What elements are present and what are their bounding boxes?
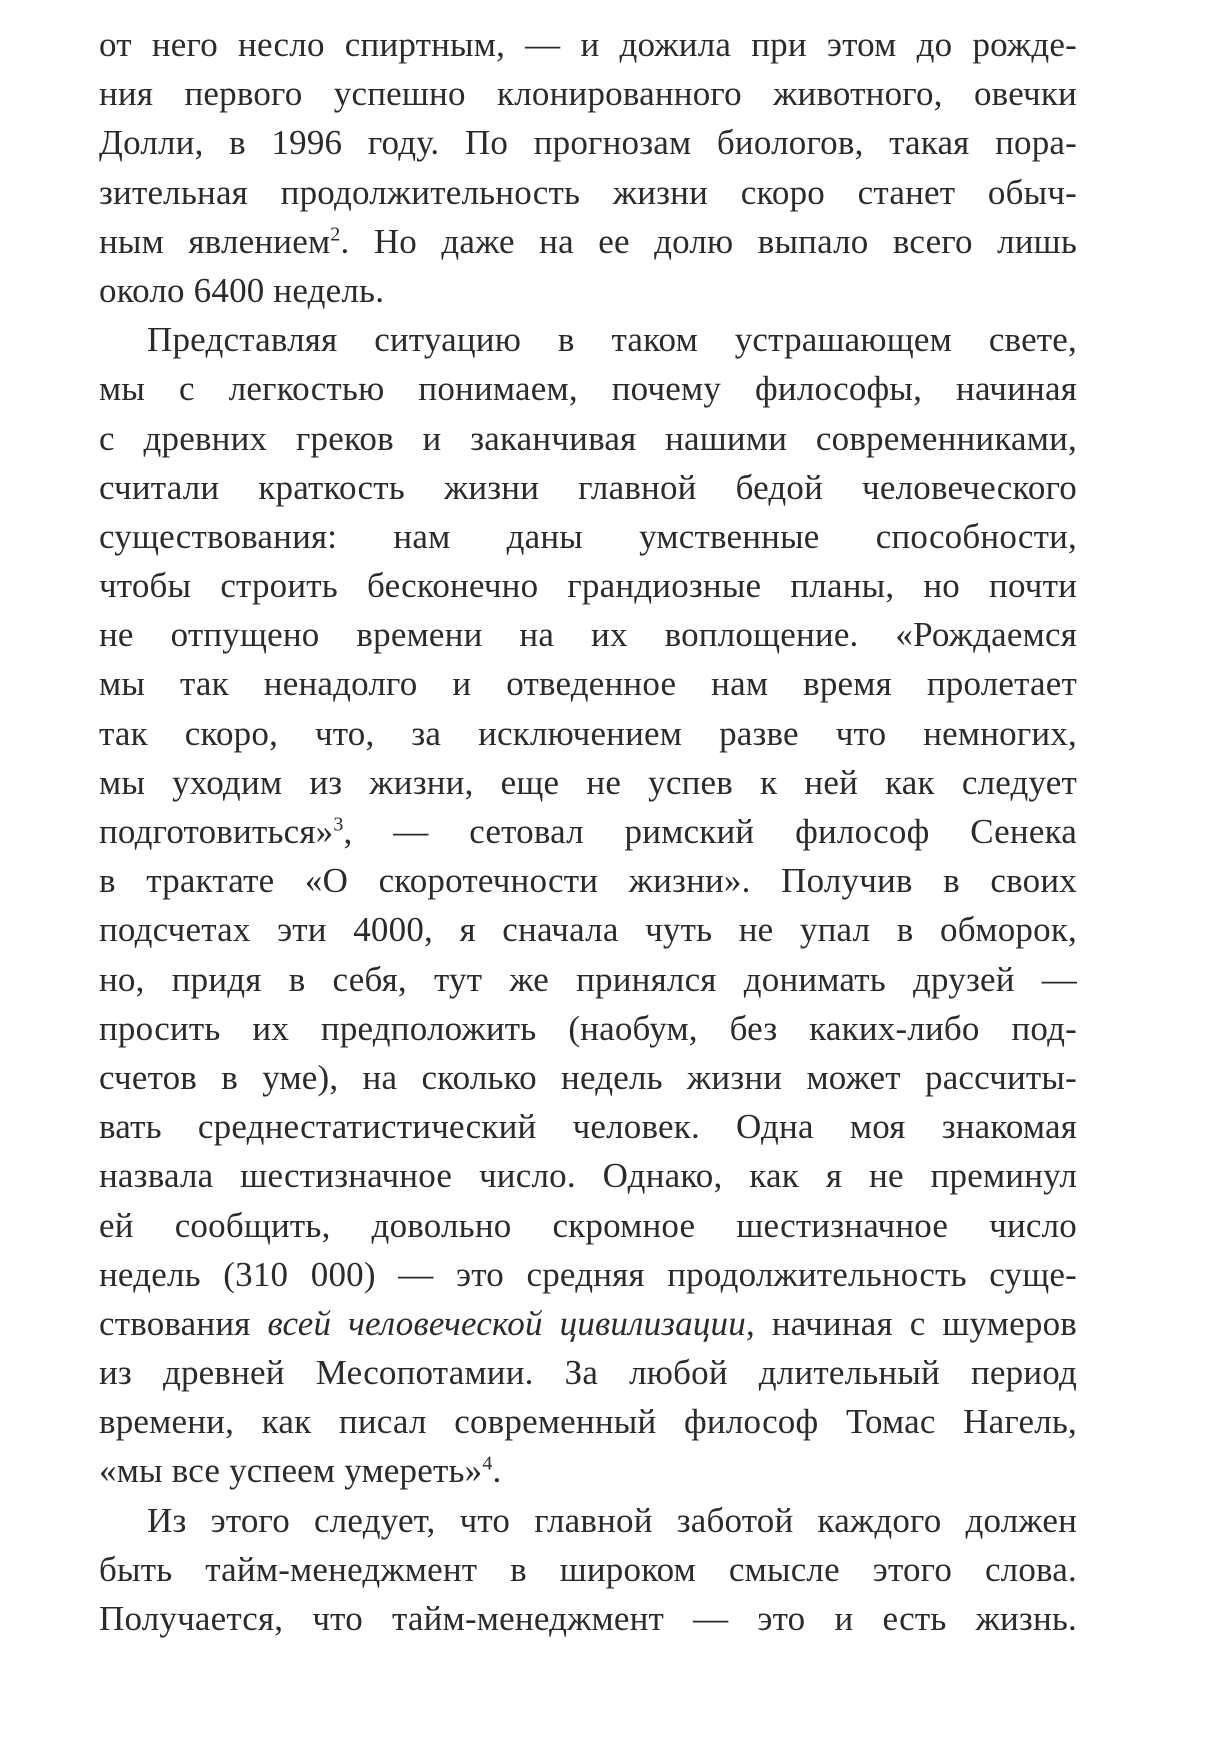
text-segment: просить их предположить (наобум, без каких-либо под-: [99, 1008, 1077, 1048]
text-line: [99, 1151, 1077, 1200]
text-line: [99, 20, 1077, 69]
text-line: [99, 1299, 1077, 1348]
text-segment: , — сетовал римский философ Сенека: [343, 812, 1077, 851]
text-segment: Получается, что тайм-менеджмент — это и есть жизнь.: [99, 1599, 1077, 1638]
text-line: [99, 1496, 1077, 1545]
text-line: [99, 1201, 1077, 1250]
text-line: [99, 955, 1077, 1004]
footnote-marker: 3: [333, 813, 344, 836]
text-segment: около 6400 недель.: [99, 270, 385, 310]
text-line: [99, 1545, 1077, 1594]
text-line: [99, 1004, 1077, 1053]
text-segment: с древних греков и заканчивая нашими современниками,: [99, 418, 1077, 458]
text-segment: подготовиться»: [99, 812, 334, 851]
body-text: [99, 20, 1077, 1643]
text-segment: Представляя ситуацию в таком устрашающем свете,: [147, 320, 1077, 360]
text-segment: подсчетах эти 4000, я сначала чуть не упал в обморок,: [99, 910, 1077, 950]
text-segment: . Но даже на ее долю выпало всего лишь: [340, 221, 1077, 261]
text-line: [99, 1594, 1077, 1643]
text-segment: ния первого успешно клонированного животного, овечки: [99, 74, 1077, 114]
italic-emphasis: всей человеческой цивилизации: [267, 1303, 746, 1343]
text-segment: но, придя в себя, тут же принялся донимать друзей —: [99, 959, 1077, 999]
text-line: [99, 69, 1077, 118]
text-line: [99, 610, 1077, 659]
text-line: [99, 758, 1077, 807]
text-segment: мы так ненадолго и отведенное нам время пролетает: [99, 664, 1077, 704]
text-line: [99, 512, 1077, 561]
text-line: [99, 1053, 1077, 1102]
text-segment: в трактате «О скоротечности жизни». Получив в своих: [99, 861, 1077, 901]
text-line: [99, 414, 1077, 463]
text-segment: ным явлением: [99, 221, 331, 261]
text-line: [99, 1102, 1077, 1151]
text-segment: не отпущено времени на их воплощение. «Рождаемся: [99, 615, 1077, 655]
text-segment: .: [492, 1451, 502, 1491]
text-line: [99, 659, 1077, 708]
text-line: [99, 856, 1077, 905]
text-segment: недель (310 000) — это средняя продолжительность суще-: [99, 1254, 1077, 1294]
text-segment: «мы все успеем умереть»: [99, 1451, 483, 1491]
text-line: [99, 463, 1077, 512]
text-segment: ствования: [99, 1303, 268, 1343]
text-segment: так скоро, что, за исключением разве что немногих,: [99, 713, 1077, 753]
text-line: [99, 1397, 1077, 1446]
text-segment: считали краткость жизни главной бедой человеческого: [99, 467, 1077, 507]
text-segment: вать среднестатистический человек. Одна моя знакомая: [99, 1107, 1077, 1147]
text-segment: зительная продолжительность жизни скоро станет обыч-: [99, 172, 1077, 212]
text-segment: Из этого следует, что главной заботой каждого должен: [147, 1500, 1077, 1540]
text-line: [99, 807, 1077, 856]
text-line: [99, 709, 1077, 758]
text-line: [99, 561, 1077, 610]
text-segment: ей сообщить, довольно скромное шестизначное число: [99, 1205, 1077, 1245]
text-segment: мы уходим из жизни, еще не успев к ней как следует: [99, 762, 1077, 802]
text-segment: Долли, в 1996 году. По прогнозам биологов, такая пора-: [99, 123, 1077, 163]
text-segment: от него несло спиртным, — и дожила при этом до рожде-: [99, 25, 1077, 64]
text-line: [99, 168, 1077, 217]
text-segment: мы с легкостью понимаем, почему философы, начиная: [99, 369, 1077, 409]
footnote-marker: 4: [482, 1452, 493, 1475]
text-line: [99, 1446, 1077, 1495]
text-line: [99, 217, 1077, 266]
text-segment: , начиная с шумеров: [745, 1303, 1078, 1343]
text-line: [99, 118, 1077, 167]
text-line: [99, 266, 1077, 315]
text-segment: существования: нам даны умственные способности,: [99, 516, 1077, 556]
text-segment: времени, как писал современный философ Томас Нагель,: [99, 1402, 1077, 1442]
text-line: [99, 905, 1077, 954]
text-segment: назвала шестизначное число. Однако, как я не преминул: [99, 1156, 1077, 1196]
footnote-marker: 2: [330, 223, 341, 246]
text-segment: счетов в уме), на сколько недель жизни может рассчиты-: [99, 1057, 1077, 1097]
text-line: [99, 315, 1077, 364]
text-line: [99, 1348, 1077, 1397]
text-segment: чтобы строить бесконечно грандиозные планы, но почти: [99, 566, 1077, 606]
text-segment: быть тайм-менеджмент в широком смысле этого слова.: [99, 1549, 1077, 1589]
text-segment: из древней Месопотамии. За любой длительный период: [99, 1353, 1077, 1393]
text-line: [99, 364, 1077, 413]
text-line: [99, 1250, 1077, 1299]
